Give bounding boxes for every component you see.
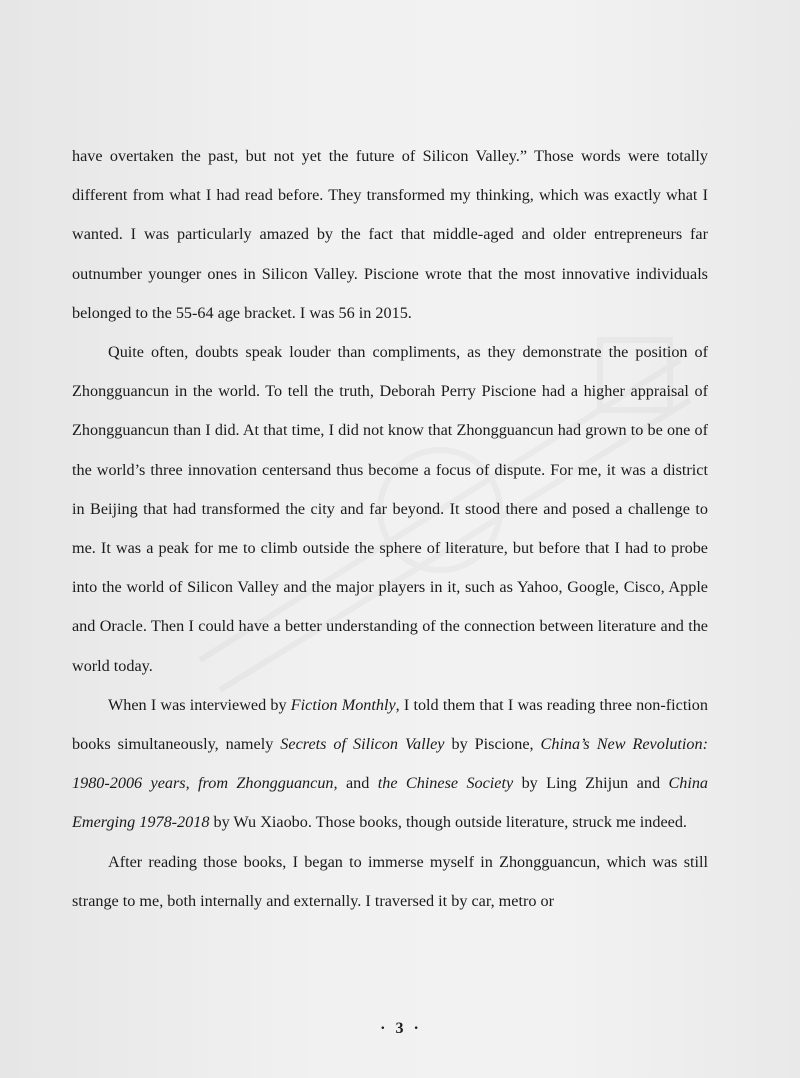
page-number-dot-left: ·	[380, 1020, 387, 1037]
page-number-dot-right: ·	[413, 1020, 420, 1037]
italic-title: China Emerging 1978-2018	[72, 774, 709, 832]
text-run: After reading those books, I began to immerse myself in Zhongguancun, which was still strange to me, both internally and externally. I traversed it by car, metro or	[72, 852, 708, 910]
italic-title: Secrets of Silicon Valley	[280, 735, 445, 754]
paragraph	[72, 843, 708, 921]
page-number-value: 3	[395, 1020, 405, 1037]
paragraph	[72, 333, 708, 686]
text-run: by Wu Xiaobo. Those books, though outside literature, struck me indeed.	[209, 813, 687, 832]
text-run: , I told them that I was reading three non-fiction books simultaneously, namely	[72, 695, 708, 754]
paragraph	[72, 686, 708, 843]
text-run: have overtaken the past, but not yet the future of Silicon Valley.” Those words were totally different from what I had read before. They transformed my thinking, which was exactly what I wanted. I was particularly amazed by the fact that middle-aged and older entrepreneurs far outnumber younger ones in Silicon Valley. Piscione wrote that the most innovative individuals belonged to the 55-64 age bracket. I was 56 in 2015.	[72, 147, 708, 322]
page-number	[0, 1020, 800, 1038]
body-text	[72, 137, 708, 921]
text-run: and	[337, 774, 378, 793]
text-run: by Ling Zhijun and	[513, 774, 669, 793]
italic-title: the Chinese Society	[377, 774, 514, 793]
text-run: Quite often, doubts speak louder than compliments, as they demonstrate the position of Zhongguancun in the world. To tell the truth, Deborah Perry Piscione had a higher appraisal of Zhongguancun than I did. At that time, I did not know that Zhongguancun had grown to be one of the world’s three innovation centersand thus become a focus of dispute. For me, it was a district in Beijing that had transformed the city and far beyond. It stood there and posed a challenge to me. It was a peak for me to climb outside the sphere of literature, but before that I had to probe into the world of Silicon Valley and the major players in it, such as Yahoo, Google, Cisco, Apple and Oracle. Then I could have a better understanding of the connection between literature and the world today.	[72, 343, 708, 675]
text-run: When I was interviewed by	[108, 695, 291, 714]
text-run: by Piscione,	[444, 735, 541, 754]
paragraph	[72, 137, 708, 333]
italic-title: Fiction Monthly	[290, 695, 396, 714]
italic-title: China’s New Revolution: 1980-2006 years, from Zhongguancun,	[72, 735, 708, 793]
